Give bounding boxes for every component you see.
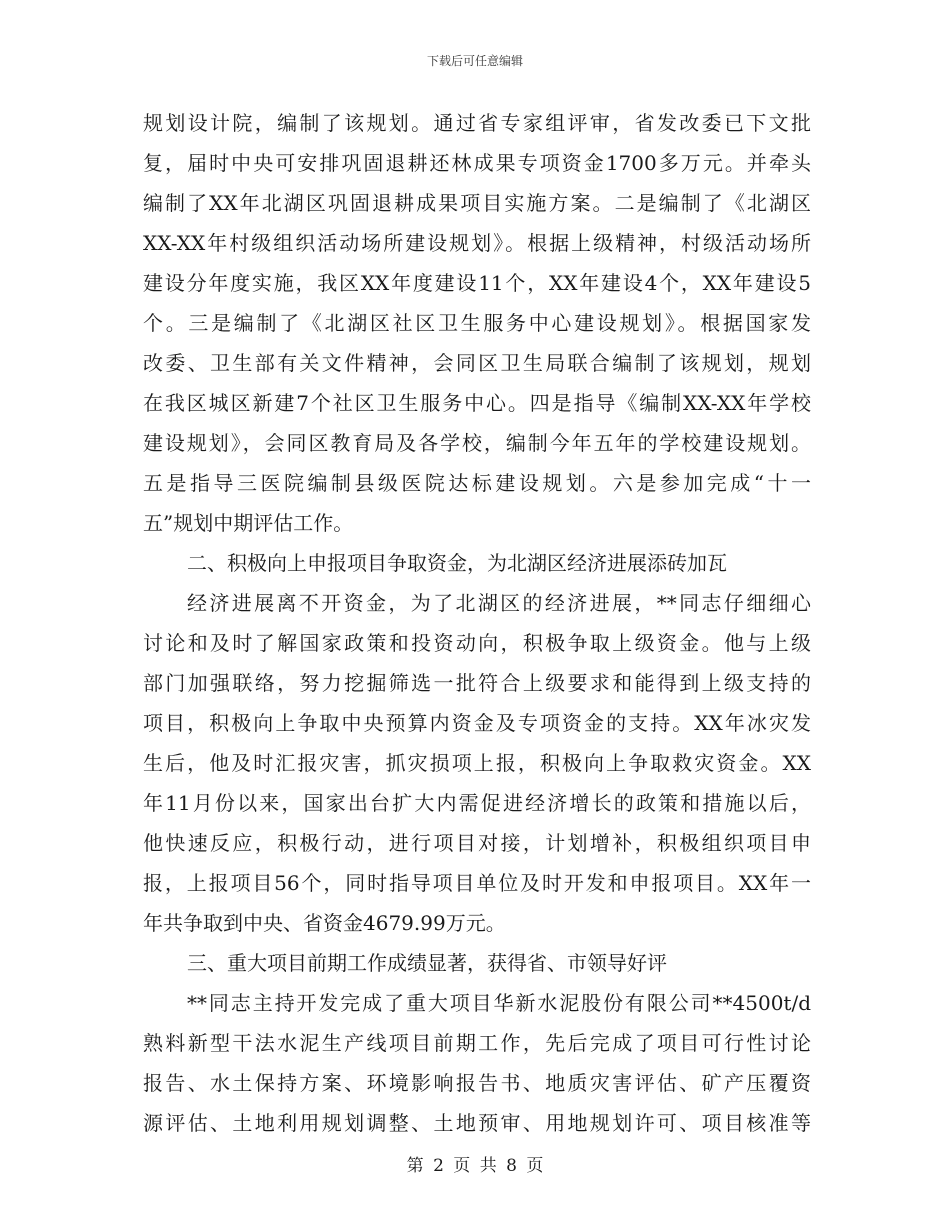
text-line: 经济进展离不开资金，为了北湖区的经济进展，**同志仔细细心	[187, 591, 811, 615]
text-line: 熟料新型干法水泥生产线项目前期工作，先后完成了项目可行性讨论	[143, 1031, 811, 1055]
text-line: 报，上报项目56个，同时指导项目单位及时开发和申报项目。XX年一	[143, 871, 811, 895]
text-line: 讨论和及时了解国家政策和投资动向，积极争取上级资金。他与上级	[143, 631, 811, 655]
text-line: XX-XX年村级组织活动场所建设规划》。根据上级精神，村级活动场所	[143, 231, 811, 255]
text-line: 在我区城区新建7个社区卫生服务中心。四是指导《编制XX-XX年学校	[143, 391, 811, 415]
section-heading: 三、重大项目前期工作成绩显著，获得省、市领导好评	[187, 951, 667, 975]
text-line: 他快速反应，积极行动，进行项目对接，计划增补，积极组织项目申	[143, 831, 811, 855]
text-line: 改委、卫生部有关文件精神，会同区卫生局联合编制了该规划，规划	[143, 351, 811, 375]
text-line: **同志主持开发完成了重大项目华新水泥股份有限公司**4500t/d	[187, 991, 811, 1015]
text-line: 年11月份以来，国家出台扩大内需促进经济增长的政策和措施以后，	[143, 791, 811, 815]
text-line: 个。三是编制了《北湖区社区卫生服务中心建设规划》。根据国家发	[143, 311, 811, 335]
text-line: 源评估、土地利用规划调整、土地预审、用地规划许可、项目核准等	[143, 1111, 811, 1135]
text-line: 项目，积极向上争取中央预算内资金及专项资金的支持。XX年冰灾发	[143, 711, 811, 735]
page-number-footer: 第 2 页 共 8 页	[406, 1156, 544, 1176]
text-line: 规划设计院，编制了该规划。通过省专家组评审，省发改委已下文批	[143, 111, 811, 135]
document-body	[143, 103, 811, 1143]
text-line: 建设规划》，会同区教育局及各学校，编制今年五年的学校建设规划。	[143, 431, 811, 455]
text-line: 报告、水土保持方案、环境影响报告书、地质灾害评估、矿产压覆资	[143, 1071, 811, 1095]
text-line: 编制了XX年北湖区巩固退耕成果项目实施方案。二是编制了《北湖区	[143, 191, 811, 215]
page-header: 下载后可任意编辑	[426, 54, 523, 68]
text-line: 建设分年度实施，我区XX年度建设11个，XX年建设4个，XX年建设5	[143, 271, 811, 295]
text-line: 部门加强联络，努力挖掘筛选一批符合上级要求和能得到上级支持的	[143, 671, 811, 695]
text-line: 复，届时中央可安排巩固退耕还林成果专项资金1700多万元。并牵头	[143, 151, 811, 175]
text-line: 生后，他及时汇报灾害，抓灾损项上报，积极向上争取救灾资金。XX	[143, 751, 811, 775]
section-heading: 二、积极向上申报项目争取资金，为北湖区经济进展添砖加瓦	[187, 551, 727, 575]
text-line: 年共争取到中央、省资金4679.99万元。	[143, 911, 506, 935]
text-line: 五是指导三医院编制县级医院达标建设规划。六是参加完成“十一	[143, 471, 811, 495]
text-line: 五”规划中期评估工作。	[143, 511, 354, 535]
